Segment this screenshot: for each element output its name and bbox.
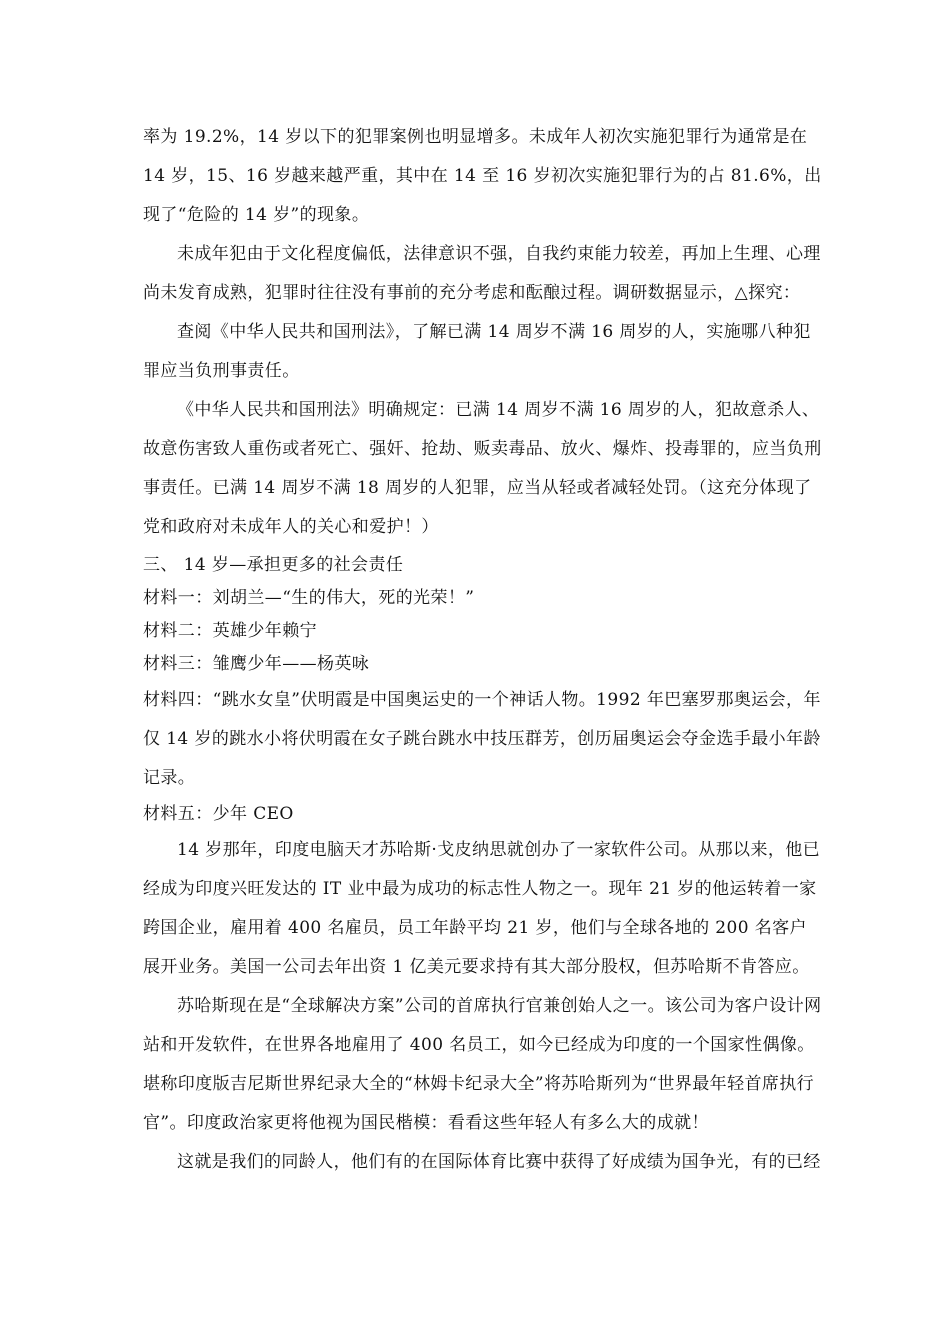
material-three: 材料三：雏鹰少年——杨英咏 xyxy=(143,654,370,674)
material-five: 材料五：少年 CEO xyxy=(143,804,294,824)
document-body xyxy=(143,118,823,1182)
section-heading: 三、 14 岁—承担更多的社会责任 xyxy=(143,555,404,575)
paragraph-inquiry: 查阅《中华人民共和国刑法》，了解已满 14 周岁不满 16 周岁的人，实施哪八种犯罪应当负刑事责任。 xyxy=(143,322,811,381)
material-four: 材料四：“跳水女皇”伏明霞是中国奥运史的一个神话人物。1992 年巴塞罗那奥运会，年仅 14 岁的跳水小将伏明霞在女子跳台跳水中技压群芳，创历届奥运会夺金选手最小年龄记录。 xyxy=(143,690,821,788)
paragraph-crime-statistics: 率为 19.2%，14 岁以下的犯罪案例也明显增多。未成年人初次实施犯罪行为通常是在 14 岁，15、16 岁越来越严重，其中在 14 至 16 岁初次实施犯罪行为的占 81.6%，出现了“危险的 14 岁”的现象。 xyxy=(143,127,822,225)
paragraph-suhas-company: 14 岁那年，印度电脑天才苏哈斯·戈皮纳思就创办了一家软件公司。从那以来，他已经成为印度兴旺发达的 IT 业中最为成功的标志性人物之一。现年 21 岁的他运转着一家跨国企业，雇用着 400 名雇员，员工年龄平均 21 岁，他们与全球各地的 200 名客户展开业务。美国一公司去年出资 1 亿美元要求持有其大部分股权，但苏哈斯不肯答应。 xyxy=(143,840,821,977)
material-two: 材料二：英雄少年赖宁 xyxy=(143,621,317,641)
paragraph-peers: 这就是我们的同龄人，他们有的在国际体育比赛中获得了好成绩为国争光，有的已经 xyxy=(177,1152,821,1172)
material-one: 材料一：刘胡兰—“生的伟大，死的光荣！” xyxy=(143,588,475,608)
paragraph-juvenile-offenders: 未成年犯由于文化程度偏低，法律意识不强，自我约束能力较差，再加上生理、心理尚未发育成熟，犯罪时往往没有事前的充分考虑和酝酿过程。调研数据显示，△探究： xyxy=(143,244,821,303)
paragraph-suhas-ceo: 苏哈斯现在是“全球解决方案”公司的首席执行官兼创始人之一。该公司为客户设计网站和开发软件，在世界各地雇用了 400 名员工，如今已经成为印度的一个国家性偶像。堪称印度版吉尼斯世界纪录大全的“林姆卡纪录大全”将苏哈斯列为“世界最年轻首席执行官”。印度政治家更将他视为国民楷模：看看这些年轻人有多么大的成就！ xyxy=(143,996,822,1133)
paragraph-criminal-law: 《中华人民共和国刑法》明确规定：已满 14 周岁不满 16 周岁的人，犯故意杀人、故意伤害致人重伤或者死亡、强奸、抢劫、贩卖毒品、放火、爆炸、投毒罪的，应当负刑事责任。已满 14 周岁不满 18 周岁的人犯罪，应当从轻或者减轻处罚。（这充分体现了党和政府对未成年人的关心和爱护！） xyxy=(143,400,822,537)
